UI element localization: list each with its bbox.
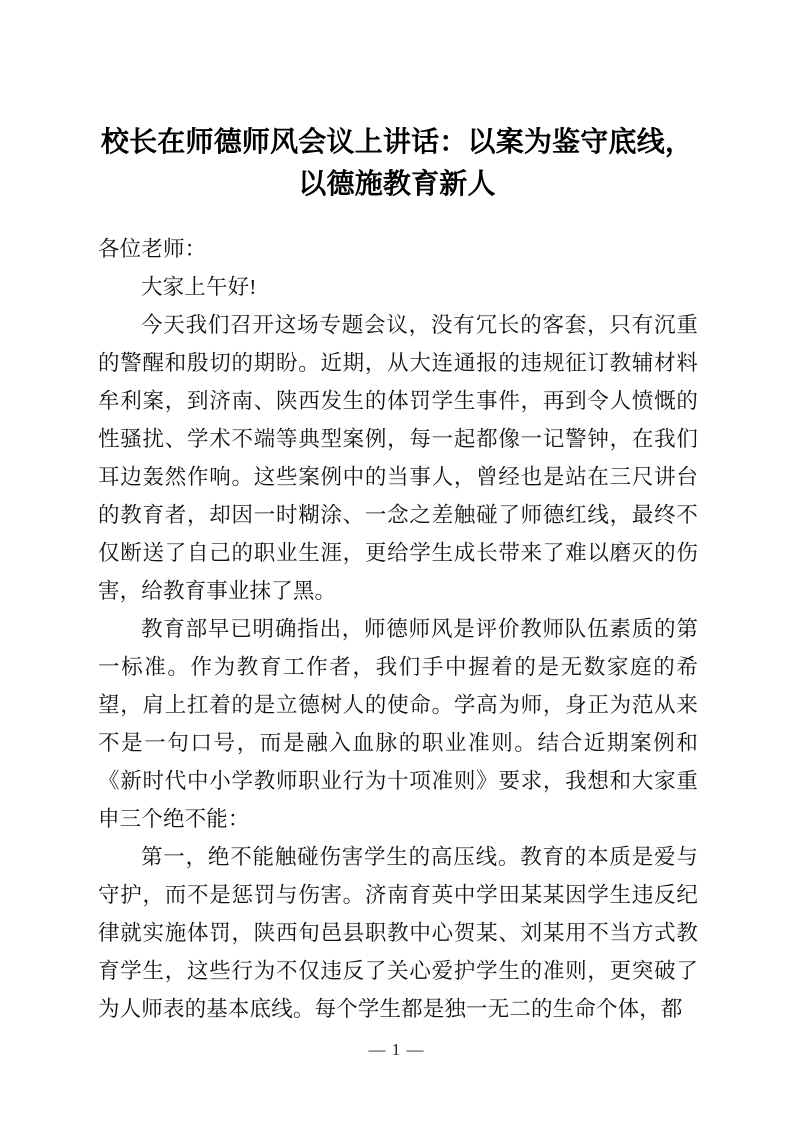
paragraph-standard: 教育部早已明确指出，师德师风是评价教师队伍素质的第一标准。作为教育工作者，我们手中握着的是无数家庭的希望，肩上扛着的是立德树人的使命。学高为师，身正为范从来不是一句口号，而是融入血脉的职业准则。结合近期案例和《新时代中小学教师职业行为十项准则》要求，我想和大家重申三个绝不能： bbox=[98, 617, 698, 831]
paragraph-point-one: 第一，绝不能触碰伤害学生的高压线。教育的本质是爱与守护，而不是惩罚与伤害。济南育英中学田某某因学生违反纪律就实施体罚，陕西旬邑县职教中心贺某、刘某用不当方式教育学生，这些行为不仅违反了关心爱护学生的准则，更突破了为人师表的基本底线。每个学生都是独一无二的生命个体，都 bbox=[98, 845, 698, 1021]
page-number-footer: — 1 — bbox=[368, 1040, 425, 1059]
page-title: 校长在师德师风会议上讲话：以案为鉴守底线，以德施教育新人 bbox=[100, 124, 694, 200]
document-body bbox=[98, 230, 698, 1028]
paragraph-greeting: 大家上午好! bbox=[141, 275, 257, 299]
paragraph-opening: 今天我们召开这场专题会议，没有冗长的客套，只有沉重的警醒和殷切的期盼。近期，从大连通报的违规征订教辅材料牟利案，到济南、陕西发生的体罚学生事件，再到令人愤慨的性骚扰、学术不端等典型案例，每一起都像一记警钟，在我们耳边轰然作响。这些案例中的当事人，曾经也是站在三尺讲台的教育者，却因一时糊涂、一念之差触碰了师德红线，最终不仅断送了自己的职业生涯，更给学生成长带来了难以磨灭的伤害，给教育事业抹了黑。 bbox=[98, 313, 698, 603]
paragraph-salutation: 各位老师： bbox=[98, 237, 207, 261]
